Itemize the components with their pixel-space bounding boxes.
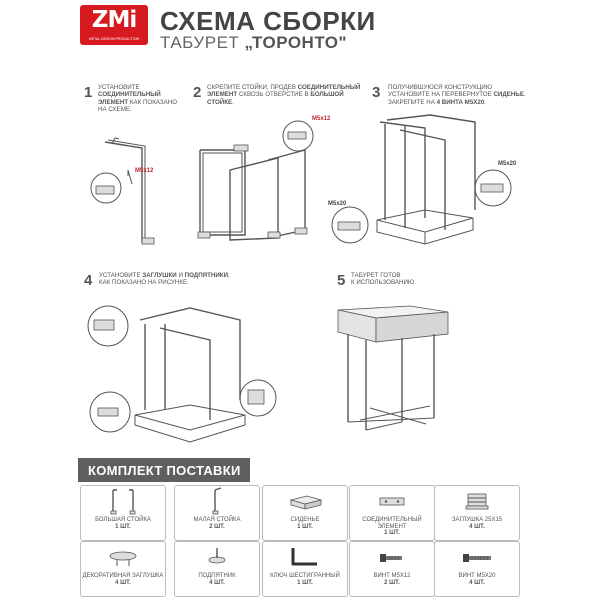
kit-title: КОМПЛЕКТ ПОСТАВКИ (88, 463, 241, 478)
page-subtitle (160, 33, 347, 53)
step-3-text (388, 84, 538, 106)
kit-item-quantity: 4 ШТ. (209, 579, 225, 586)
step-4-line-2: КАК ПОКАЗАНО НА РИСУНКЕ. (99, 279, 189, 287)
step-3-screw-label-left: M5x20 (328, 201, 347, 207)
kit-item-label (263, 573, 347, 586)
kit-item (434, 485, 520, 541)
step-1-line-3b: КАК ПОКАЗАНО (128, 98, 178, 106)
product-name: „ТОРОНТО" (244, 33, 348, 52)
hex-key-icon (263, 542, 347, 572)
step-4-number: 4 (84, 272, 93, 289)
step-5-text (351, 272, 471, 287)
kit-item-name: СОЕДИНИТЕЛЬНЫЙ ЭЛЕМЕНТ (362, 517, 422, 530)
step-4-text (99, 272, 259, 287)
step-4-illustration (80, 290, 280, 450)
kit-header (78, 458, 250, 482)
kit-item-quantity: 1 ШТ. (297, 523, 313, 530)
kit-item-label (350, 573, 434, 586)
step-2-line-2: ЭЛЕМЕНТ СКВОЗЬ ОТВЕРСТИЕ В БОЛЬШОЙ (207, 91, 344, 99)
screw-long-icon (435, 542, 519, 572)
kit-item (262, 485, 348, 541)
step-3-line-1: ПОЛУЧИВШУЮСЯ КОНСТРУКЦИЮ (388, 84, 492, 91)
step-2-line-1: СКРЕПИТЕ СТОЙКИ, ПРОДЕВ СОЕДИНИТЕЛЬНЫЙ (207, 84, 361, 91)
connector-icon (350, 486, 434, 516)
page-title: СХЕМА СБОРКИ (160, 6, 376, 36)
step-1-number: 1 (84, 84, 93, 101)
kit-item-quantity: 2 ШТ. (209, 523, 225, 530)
kit-item-label (435, 517, 519, 530)
kit-item-label (263, 517, 347, 530)
kit-item-quantity: 1 ШТ. (297, 579, 313, 586)
step-5-line-1: ТАБУРЕТ ГОТОВ (351, 272, 401, 279)
step-5-line-2: К ИСПОЛЬЗОВАНИЮ. (351, 279, 416, 287)
step-2-line-3: СТОЙКЕ. (207, 98, 234, 106)
subtitle-prefix: ТАБУРЕТ (160, 33, 240, 52)
kit-item-name: МАЛАЯ СТОЙКА (193, 517, 241, 523)
step-3-number: 3 (372, 84, 381, 101)
kit-item-name: ЗАГЛУШКА 25X15 (451, 517, 503, 523)
kit-item-quantity: 1 ШТ. (115, 523, 131, 530)
seat-icon (263, 486, 347, 516)
screw-short-icon (350, 542, 434, 572)
kit-item (349, 485, 435, 541)
step-1-line-4: НА СХЕМЕ. (98, 106, 132, 114)
kit-item-label (175, 573, 259, 586)
kit-item (434, 541, 520, 597)
kit-item (174, 485, 260, 541)
step-2-number: 2 (193, 84, 202, 101)
kit-item-name: ВИНТ M5X20 (458, 573, 496, 579)
step-3-line-3: ЗАКРЕПИТЕ НА 4 ВИНТА M5X20. (388, 98, 487, 106)
kit-item-label (350, 517, 434, 537)
kit-item (80, 541, 166, 597)
kit-item-quantity: 4 ШТ. (469, 579, 485, 586)
step-2-illustration (190, 110, 340, 260)
step-3-line-2: УСТАНОВИТЕ НА ПЕРЕВЕРНУТОЕ СИДЕНЬЕ. (388, 91, 526, 99)
step-1-line-1: УСТАНОВИТЕ (98, 84, 140, 91)
kit-item-quantity: 4 ШТ. (115, 579, 131, 586)
kit-item (80, 485, 166, 541)
kit-item-name: ДЕКОРАТИВНАЯ ЗАГЛУШКА (82, 573, 164, 579)
step-2-screw-label: M5x12 (312, 116, 331, 122)
kit-item (174, 541, 260, 597)
step-1-screw-label: M5x12 (135, 168, 154, 174)
decorative-cap-icon (81, 542, 165, 572)
step-5-number: 5 (337, 272, 346, 289)
brand-logo (80, 5, 148, 45)
kit-item-label (435, 573, 519, 586)
small-leg-icon (175, 486, 259, 516)
step-1-line-2: СОЕДИНИТЕЛЬНЫЙ (98, 91, 161, 99)
kit-item (349, 541, 435, 597)
kit-item-name: БОЛЬШАЯ СТОЙКА (95, 517, 151, 523)
kit-item-quantity: 4 ШТ. (469, 523, 485, 530)
kit-item-label (175, 517, 259, 530)
step-3-illustration (325, 110, 525, 260)
kit-item-quantity: 1 ШТ. (384, 530, 400, 537)
kit-item-name: ПОДПЯТНИК (198, 573, 236, 579)
kit-item-name: КЛЮЧ ШЕСТИГРАННЫЙ (270, 573, 340, 579)
kit-item-name: СИДЕНЬЕ (290, 517, 320, 523)
step-2-text (207, 84, 377, 106)
logo-brand: ZMi (91, 7, 137, 33)
kit-item-name: ВИНТ M5X12 (373, 573, 411, 579)
kit-item (262, 541, 348, 597)
kit-item-label (81, 517, 165, 530)
step-5-illustration (330, 300, 460, 450)
kit-item-quantity: 2 ШТ. (384, 579, 400, 586)
kit-item-label (81, 573, 165, 586)
large-leg-icon (81, 486, 165, 516)
step-1-line-3a: ЭЛЕМЕНТ (98, 98, 129, 106)
end-cap-icon (435, 486, 519, 516)
foot-pad-icon (175, 542, 259, 572)
step-1-illustration (90, 130, 170, 250)
step-3-screw-label-right: M5x20 (498, 161, 517, 167)
logo-tagline: METAL DESIGN PRODUCTION (88, 37, 140, 41)
step-1-text (98, 84, 188, 114)
step-4-line-1: УСТАНОВИТЕ ЗАГЛУШКИ И ПОДПЯТНИКИ, (99, 272, 230, 279)
